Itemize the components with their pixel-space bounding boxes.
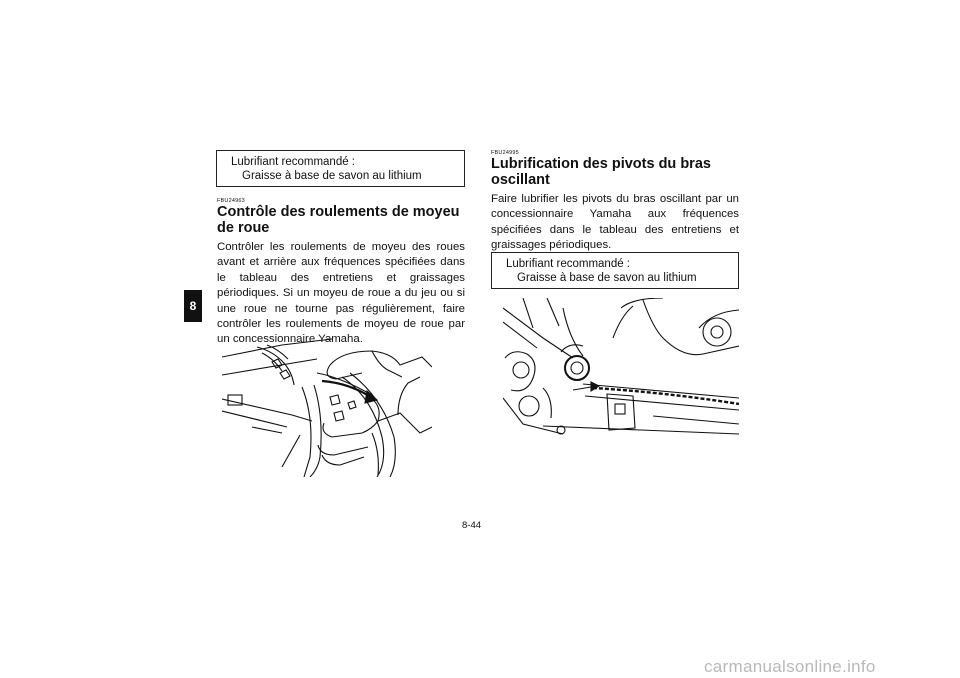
lubricant-label: Lubrifiant recommandé : xyxy=(231,156,356,168)
heading-swingarm-pivots: Lubrification des pivots du bras oscillant xyxy=(491,156,711,188)
lubricant-value: Graisse à base de savon au lithium xyxy=(242,170,422,182)
lubricant-value: Graisse à base de savon au lithium xyxy=(517,272,697,284)
section-code-swingarm: FBU24995 xyxy=(491,150,519,156)
section-code-hub: FBU24963 xyxy=(217,198,245,204)
lubricant-label: Lubrifiant recommandé : xyxy=(506,258,631,270)
lubricant-box-left xyxy=(216,150,465,187)
heading-hub-bearings: Contrôle des roulements de moyeu de roue xyxy=(217,204,460,236)
swingarm-pivot-illustration xyxy=(503,298,739,440)
lubricant-box-right xyxy=(491,252,739,289)
page-number: 8-44 xyxy=(462,520,482,531)
chapter-tab: 8 xyxy=(184,290,202,322)
body-hub-bearings: Contrôler les roulements de moyeu des roues avant et arrière aux fréquences spécifiées dans le tableau des entretiens et graissages périodiques. Si un moyeu de roue a du jeu ou si une roue ne tourne pas régulièrement, faire contrôler les roulements de moyeu de roue par un concessionnaire Yamaha. xyxy=(217,241,465,346)
wheel-bearing-illustration xyxy=(222,337,432,477)
body-swingarm-pivots: Faire lubrifier les pivots du bras oscillant par un concessionnaire Yamaha aux fréquences spécifiées dans le tableau des entretiens et graissages périodiques. xyxy=(491,193,739,252)
watermark: carmanualsonline.info xyxy=(704,657,876,676)
